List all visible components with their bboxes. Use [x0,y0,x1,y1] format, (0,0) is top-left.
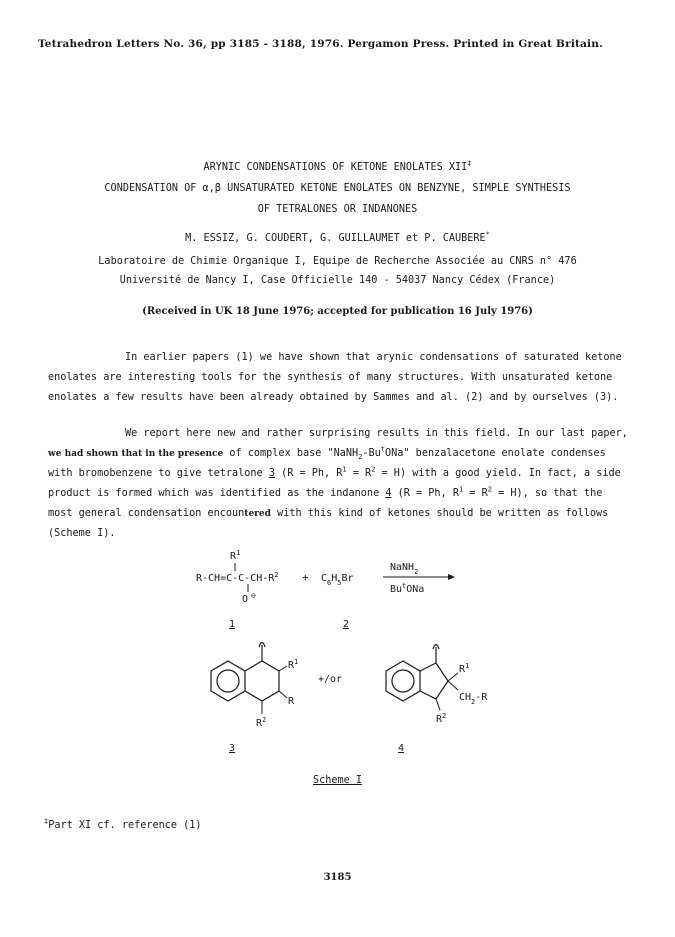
paragraph-2-line-4 [48,485,603,499]
text-run: with this kind of ketones should be written as follows [270,508,609,519]
text-run: = H) with a good yield. In fact, a side [375,468,621,479]
bold-phrase: we had shown that in the presence [48,449,224,459]
tetralone-structure [211,643,287,715]
indanone-structure [386,645,458,711]
subscript: 2 [358,453,363,462]
compound-label-1: 1 [229,619,236,630]
footnote [44,817,202,831]
superscript: t [380,445,386,454]
page-number: 3185 [323,872,352,883]
paragraph-2-line-3 [48,465,621,479]
compound-label-2: 2 [343,619,350,630]
article-title-line-3: OF TETRALONES OR INDANONES [257,204,418,215]
reagent-bottom: Bu$^t$ONa [390,582,425,595]
article-title-line-2: CONDENSATION OF α,β UNSATURATED KETONE ENOLATES ON BENZYNE, SIMPLE SYNTHESIS [104,183,571,194]
text-run: product is formed which was identified as the indanone [48,488,386,499]
authors [0,230,675,244]
or-text: +/or [318,674,343,685]
r1-label: $R^1$ [230,549,241,562]
compound-label-4: 4 [398,743,405,754]
affiliation-line-2: Université de Nancy I, Case Officielle 140 - 54037 Nancy Cédex (France) [119,275,556,286]
affiliation-line-1: Laboratoire de Chimie Organique I, Equipe de Recherche Associée au CNRS n° 476 [98,256,577,267]
text-run: = H), so that the [491,488,603,499]
authors-mark: * [485,230,490,239]
reagent-top: NaNH$_2$ [390,562,419,576]
title-text: ARYNIC CONDENSATIONS OF KETONE ENOLATES XII [203,162,468,173]
bromobenzene-formula: $C_6H_5Br$ [321,573,354,587]
indanone-r1-label: $R^1$ [459,662,470,675]
compound-ref-4: 4 [385,488,392,499]
text-run: of complex base "NaNH [223,448,359,459]
paragraph-1-line-1: In earlier papers (1) we have shown that arynic condensations of saturated ketone [125,352,622,363]
enolate-formula: $R-CH=C-C-CH-R^2$ [196,571,279,584]
tetralone-r2-label: $R^2$ [256,716,267,729]
text-run: (R = Ph, R [274,468,343,479]
text-run: -Bu [362,448,381,459]
footnote-mark: ‡ [44,817,49,826]
scheme-caption: Scheme I [312,775,363,786]
footnote-text: Part XI cf. reference (1) [48,820,202,831]
superscript: 1 [458,485,464,494]
text-run: = R [346,468,372,479]
paragraph-1-line-2: enolates are interesting tools for the synthesis of many structures. With unsaturated ketone [48,372,613,383]
superscript: 2 [371,465,376,474]
text-run: (R = Ph, R [391,488,459,499]
paragraph-1-line-3: enolates a few results have been already obtained by Sammes and al. (2) and by ourselves (3). [48,392,619,403]
oxygen-label: O [242,594,249,605]
article-title-line-1 [0,159,675,173]
tetralone-r1-label: $R^1$ [288,658,299,671]
paragraph-2-line-6: (Scheme I). [48,528,116,539]
title-footnote-mark: ‡ [467,159,472,168]
compound-ref-3: 3 [268,468,275,479]
received-dates: (Received in UK 18 June 1976; accepted for publication 16 July 1976) [142,306,533,317]
paragraph-2-line-1: We report here new and rather surprising results in this field. In our last paper, [125,428,628,439]
text-run: with bromobenzene to give tetralone [48,468,269,479]
compound-label-3: 3 [229,743,236,754]
arrow-head-icon [448,574,455,580]
authors-text: M. ESSIZ, G. COUDERT, G. GUILLAUMET et P. CAUBERE [185,233,486,244]
journal-header: Tetrahedron Letters No. 36, pp 3185 - 3188, 1976. Pergamon Press. Printed in Great Britain. [38,38,603,50]
superscript: 1 [342,465,347,474]
plus-sign: + [302,571,309,584]
scheme-diagram [0,548,675,768]
tetralone-r-label: R [288,696,295,707]
superscript: 2 [487,485,492,494]
negative-charge-icon: ⊖ [251,591,256,600]
bold-phrase: tered [244,509,271,519]
text-run: most general condensation encoun [48,508,245,519]
paragraph-2-line-5 [48,508,608,519]
paragraph-2-line-2 [48,445,606,462]
text-run: ONa" benzalacetone enolate condenses [385,448,606,459]
text-run: = R [463,488,488,499]
indanone-ch2r-label: $CH_2-R$ [459,692,488,706]
indanone-r2-label: $R^2$ [436,712,447,725]
